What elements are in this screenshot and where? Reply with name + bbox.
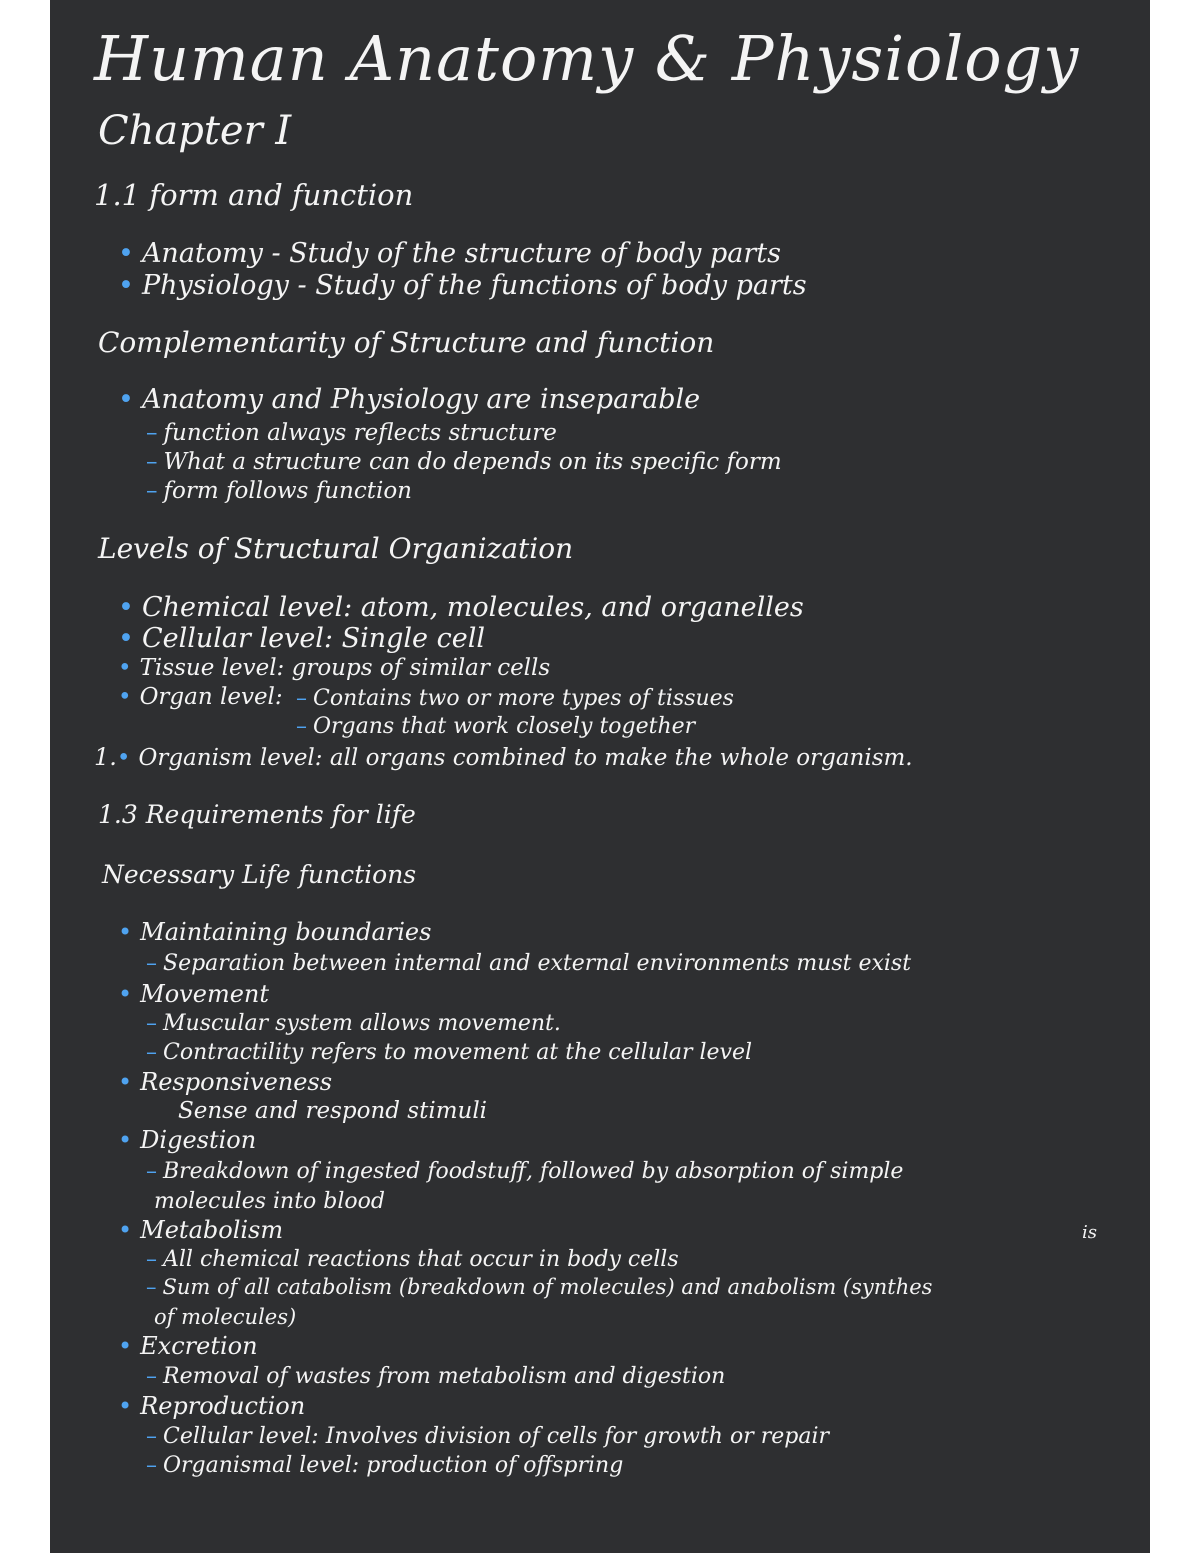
sub-item: – What a structure can do depends on its specific form — [146, 449, 782, 475]
bullet-icon: • — [116, 745, 131, 771]
sub-item: – function always reflects structure — [146, 420, 557, 446]
bullet-icon: • — [118, 623, 134, 654]
dash-icon: – — [146, 1424, 157, 1449]
sub-item: Sense and respond stimuli — [178, 1098, 488, 1124]
list-item-reproduction: • Reproduction — [118, 1392, 306, 1420]
dash-icon: – — [146, 1247, 157, 1272]
dash-icon: – — [146, 1275, 157, 1299]
chapter-heading: Chapter I — [98, 108, 292, 154]
stray-note: is — [1082, 1222, 1097, 1243]
bullet-icon: • — [118, 1216, 133, 1244]
list-item-responsiveness: • Responsiveness — [118, 1068, 333, 1096]
bullet-icon: • — [118, 384, 134, 415]
bullet-icon: • — [118, 1332, 133, 1360]
list-item-anatomy: • Anatomy - Study of the structure of body parts — [118, 238, 781, 269]
dash-icon: – — [296, 714, 307, 739]
complementarity-heading: Complementarity of Structure and function — [98, 326, 715, 359]
dash-icon: – — [146, 449, 158, 475]
sub-item: – Sum of all catabolism (breakdown of molecules) and anabolism (synthes — [146, 1275, 933, 1299]
dash-icon: – — [146, 1040, 157, 1065]
list-item-tissue: • Tissue level: groups of similar cells — [118, 655, 551, 681]
list-item-organ: • Organ level: — [118, 684, 283, 710]
dash-icon: – — [146, 951, 157, 976]
list-item-metabolism: • Metabolism — [118, 1216, 284, 1244]
list-item-movement: • Movement — [118, 980, 270, 1008]
dash-icon: – — [146, 1011, 157, 1036]
dash-icon: – — [296, 686, 307, 711]
bullet-icon: • — [118, 918, 133, 946]
list-item-excretion: • Excretion — [118, 1332, 258, 1360]
sub-item-continued: molecules into blood — [154, 1189, 385, 1214]
list-item-physiology: • Physiology - Study of the functions of body parts — [118, 270, 807, 301]
sub-item: – Organs that work closely together — [296, 714, 696, 739]
bullet-icon: • — [118, 592, 134, 623]
bullet-icon: • — [118, 270, 134, 301]
sub-item: – Separation between internal and external environments must exist — [146, 951, 912, 976]
section-heading-1-3: 1.3 Requirements for life — [98, 800, 416, 829]
sub-item: – form follows function — [146, 478, 412, 504]
necessary-heading: Necessary Life functions — [102, 860, 417, 889]
bullet-icon: • — [118, 1068, 133, 1096]
bullet-icon: • — [118, 238, 134, 269]
list-item-cellular: • Cellular level: Single cell — [118, 623, 485, 654]
sub-item: – Contains two or more types of tissues — [296, 686, 734, 711]
sub-item-continued: of molecules) — [154, 1305, 297, 1329]
sub-item: – Organismal level: production of offspring — [146, 1453, 624, 1478]
sub-item: – Breakdown of ingested foodstuff, followed by absorption of simple — [146, 1159, 904, 1184]
list-item-digestion: • Digestion — [118, 1126, 257, 1154]
bullet-icon: • — [118, 980, 133, 1008]
dash-icon: – — [146, 1453, 157, 1478]
levels-heading: Levels of Structural Organization — [98, 532, 574, 565]
sub-item: – Muscular system allows movement. — [146, 1011, 561, 1036]
bullet-icon: • — [118, 684, 132, 710]
bullet-icon: • — [118, 1392, 133, 1420]
section-heading-1-1: 1.1 form and function — [94, 178, 414, 212]
dash-icon: – — [146, 1364, 157, 1389]
dash-icon: – — [146, 1159, 157, 1184]
list-item-chemical: • Chemical level: atom, molecules, and organelles — [118, 592, 804, 623]
notes-page — [50, 0, 1150, 1553]
list-item-organism: 1.• Organism level: all organs combined to make the whole organism. — [94, 743, 913, 771]
sub-item: – All chemical reactions that occur in body cells — [146, 1247, 679, 1272]
list-item-maintaining: • Maintaining boundaries — [118, 918, 432, 946]
bullet-icon: • — [118, 1126, 133, 1154]
page-title: Human Anatomy & Physiology — [94, 22, 1080, 95]
bullet-icon: • — [118, 655, 132, 681]
sub-item: – Cellular level: Involves division of cells for growth or repair — [146, 1424, 830, 1449]
dash-icon: – — [146, 478, 158, 504]
sub-item: – Contractility refers to movement at the cellular level — [146, 1040, 753, 1065]
list-item-inseparable: • Anatomy and Physiology are inseparable — [118, 384, 701, 415]
sub-item: – Removal of wastes from metabolism and digestion — [146, 1364, 726, 1389]
dash-icon: – — [146, 420, 158, 446]
